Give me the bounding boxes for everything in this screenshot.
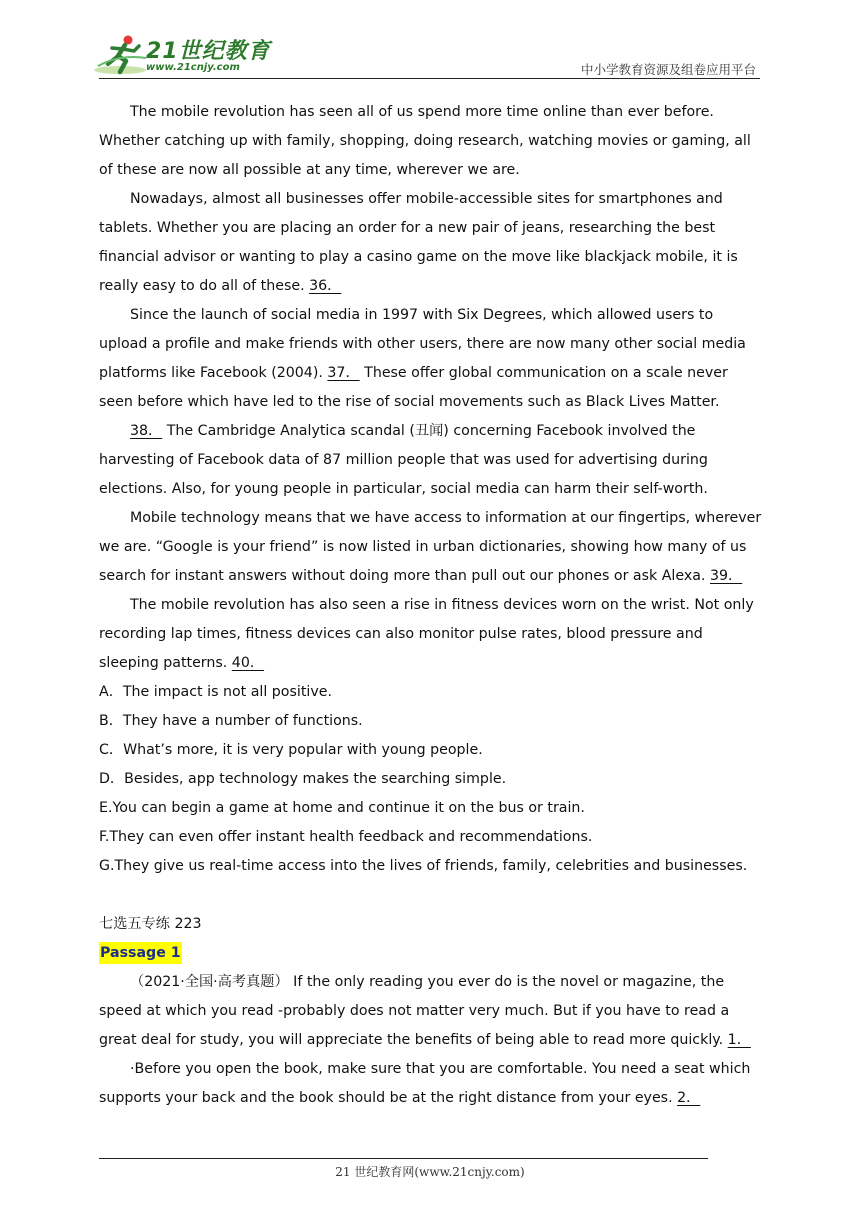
paragraph xyxy=(99,968,762,1055)
answer-blank-37: 37． xyxy=(327,365,360,381)
paragraph xyxy=(99,504,762,591)
passage-heading xyxy=(99,939,762,968)
answer-blank-36: 36． xyxy=(309,278,342,294)
paragraph xyxy=(99,185,762,301)
option-e: E.You can begin a game at home and continue it on the bus or train. xyxy=(99,800,585,816)
paragraph-text: The mobile revolution has also seen a rise in fitness devices worn on the wrist. Not only recording lap times, fitness devices can also monitor pulse rates, blood pressure and sleeping patterns. xyxy=(99,597,754,671)
source-tag: （2021·全国·高考真题） xyxy=(130,974,289,990)
document-body xyxy=(99,98,762,1113)
paragraph-text: These offer global communication on a scale never seen before which have led to the rise of social movements such as Black Lives Matter. xyxy=(99,365,728,410)
paragraph xyxy=(99,301,762,417)
logo-text: 21世纪教育 xyxy=(146,39,271,64)
option-c: C．What’s more, it is very popular with young people. xyxy=(99,742,483,758)
paragraph-text: If the only reading you ever do is the novel or magazine, the speed at which you read -probably does not matter very much. But if you have to read a great deal for study, you will appreciate the benefits of being able to read more quickly. xyxy=(99,974,730,1048)
passage-label: Passage 1 xyxy=(99,942,182,964)
answer-blank-38: 38． xyxy=(130,423,163,439)
option-a: A．The impact is not all positive. xyxy=(99,684,332,700)
paragraph xyxy=(99,591,762,678)
paragraph-text: Nowadays, almost all businesses offer mobile-accessible sites for smartphones and tablets. Whether you are placing an order for a new pair of jeans, researching the best financial advisor or wanting to play a casino game on the move like blackjack mobile, it is really easy to do all of these. xyxy=(99,191,738,294)
section-title: 七选五专练 223 xyxy=(99,916,202,932)
paragraph: The mobile revolution has seen all of us spend more time online than ever before. Whether catching up with family, shopping, doing research, watching movies or gaming, all of these are now all possible at any time, wherever we are. xyxy=(99,104,751,178)
site-name: 中小学教育资源及组卷应用平台 xyxy=(580,62,756,77)
header-divider xyxy=(99,78,760,79)
paragraph-text: The Cambridge Analytica scandal (丑闻) concerning Facebook involved the harvesting of Facebook data of 87 million people that was used for advertising during elections. Also, for young people in particular, social media can harm their self-worth. xyxy=(99,423,708,497)
logo-url: www.21cnjy.com xyxy=(146,62,240,73)
spacer xyxy=(99,881,762,910)
option-f: F.They can even offer instant health feedback and recommendations. xyxy=(99,829,593,845)
option-d: D．Besides, app technology makes the searching simple. xyxy=(99,771,507,787)
paragraph-text: ·Before you open the book, make sure that you are comfortable. You need a seat which supports your back and the book should be at the right distance from your eyes. xyxy=(99,1061,751,1106)
answer-blank-39: 39． xyxy=(709,568,743,584)
paragraph xyxy=(99,417,762,504)
footer-divider xyxy=(99,1158,708,1159)
option-b: B．They have a number of functions. xyxy=(99,713,363,729)
page-footer: 21 世纪教育网(www.21cnjy.com) xyxy=(335,1165,525,1179)
answer-blank-2: 2． xyxy=(677,1090,701,1106)
page-header xyxy=(0,0,860,80)
paragraph-text: Mobile technology means that we have access to information at our fingertips, wherever we are. “Google is your friend” is now listed in urban dictionaries, showing how many of us search for instant answers without doing more than pull out our phones or ask Alexa. xyxy=(99,510,762,584)
paragraph xyxy=(99,1055,762,1113)
paragraph-text: Since the launch of social media in 1997 with Six Degrees, which allowed users to upload a profile and make friends with other users, there are now many other social media platforms like Facebook (2004). xyxy=(99,307,746,381)
option-g: G.They give us real-time access into the lives of friends, family, celebrities and businesses. xyxy=(99,858,748,874)
answer-blank-1: 1． xyxy=(727,1032,751,1048)
answer-blank-40: 40． xyxy=(231,655,265,671)
